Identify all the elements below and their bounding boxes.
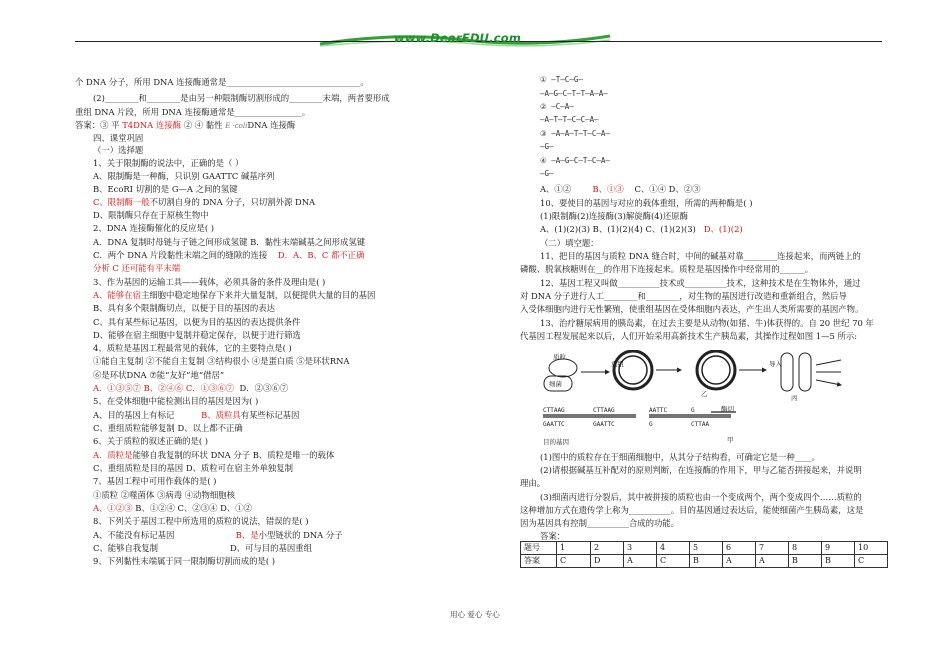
option: (1)限制酶(2)连接酶(3)解旋酶(4)还原酶 — [540, 211, 688, 221]
answer-line: 答案：③ 平 T4DNA 连接酶 ② ④ 黏性 E ·coliDNA 连接酶 — [75, 120, 296, 130]
table-cell: D — [591, 555, 624, 568]
diagram-label: 甲 — [727, 436, 734, 444]
question: 13、治疗糖尿病用的胰岛素，在过去主要是从动物(如猪、牛)体获得的。自 20 世纪 70 年 — [540, 318, 874, 328]
table-row — [521, 542, 888, 555]
text-line: 磷酸、脱氧核糖则在__的作用下连接起来。质粒是基因操作中经常用的______。 — [520, 264, 814, 274]
plasmid-circle — [549, 359, 577, 377]
question: 12、基因工程又叫做__________技术或__________技术，这种技术是在生物体外，通过 — [540, 278, 861, 288]
diagram-label: 质粒 — [553, 353, 566, 361]
diagram-label: 酶切 — [721, 405, 734, 413]
table-cell: C — [657, 555, 690, 568]
diagram-label: 导入 — [769, 360, 782, 368]
seq-label: GAATTC — [543, 421, 565, 428]
analysis: 分析 C 还可能有平末端 — [93, 263, 181, 273]
option: A．质粒是能够自我复制的环状 DNA 分子 B、质粒是唯一的载体 — [93, 450, 335, 460]
option: ①质粒 ②噬菌体 ③病毒 ④动物细胞核 — [93, 490, 235, 500]
question: (1)图中的质粒存在于细菌细胞中，从其分子结构看，可确定它是一种____。 — [540, 452, 820, 462]
option: ⑥是环状DNA ⑦能“友好”地“借居” — [93, 370, 225, 380]
option: C、重组质粒是目的基因 D、质粒可在宿主外单独复制 — [93, 463, 294, 473]
option: C、具有某些标记基因，以便为目的基因的表达提供条件 — [93, 317, 301, 327]
option: A．DNA 复制时母链与子链之间形成氢键 B．黏性末端碱基之间形成氢键 — [93, 237, 366, 247]
option: A、不能没有标记基因 B、是小型链状的 DNA 分子 — [93, 530, 343, 540]
table-cell: B — [822, 555, 855, 568]
text-line: 因为基因具有控制__________合成的功能。 — [520, 518, 680, 528]
option: B、EcoRI 切割的是 G—A 之间的氢键 — [93, 184, 238, 194]
seq-label: CTTAAG — [543, 407, 565, 414]
option: ①能自主复制 ②不能自主复制 ③结构很小 ④是蛋白质 ⑤是环状RNA — [93, 356, 350, 366]
table-cell: B — [690, 555, 723, 568]
table-cell: A — [624, 555, 657, 568]
question: 5、在受体细胞中能检测出目的基因是因为( ) — [93, 396, 259, 406]
sequence-line: —G— — [540, 142, 554, 151]
option: C．两个 DNA 片段黏性末端之间的缝隙的连接 D．A、B、C 都不正确 — [93, 250, 365, 260]
question: 8、下列关于基因工程中所选用的质粒的说法，错误的是( ) — [93, 516, 309, 526]
table-cell: 9 — [822, 542, 855, 555]
table-cell: 4 — [657, 542, 690, 555]
question: 2、DNA 连接酶催化的反应是( ) — [93, 223, 215, 233]
option: A、目的基因上有标记 B、质粒具有某些标记基因 — [93, 410, 300, 420]
diagram-label: 乙 — [701, 390, 708, 398]
text-line: 个 DNA 分子，所用 DNA 连接酶通常是________________________________。 — [75, 77, 369, 87]
table-cell: C — [557, 555, 591, 568]
question: 11、把目的基因与质粒 DNA 缝合时，中间的碱基对靠________连接起来，而两链上的 — [540, 251, 861, 261]
option: D、限制酶只存在于原核生物中 — [93, 210, 209, 220]
seq-label: G — [691, 407, 695, 414]
table-cell: B — [789, 555, 822, 568]
sequence-line: ④ —A—G—C—T—C—A— — [540, 156, 610, 165]
table-cell: 7 — [756, 542, 789, 555]
text-line: (2)________和________是由另一种限制酶切割形成的________末端，两者要形成 — [93, 93, 390, 103]
option: C、限制酶一般不切割自身的 DNA 分子，只切割外源 DNA — [93, 197, 316, 207]
site-url: www.DearEDU.com — [394, 31, 522, 45]
text-line: 对 DNA 分子进行人工________和________，对生物的基因进行改造和重新组合，然后导 — [520, 291, 847, 301]
sequence-line: ② —C—A— — [540, 102, 574, 111]
table-cell: 1 — [557, 542, 591, 555]
text-line: 重组 DNA 片段，所用 DNA 连接酶通常是________________。 — [75, 107, 311, 117]
seq-label: AATTC — [649, 407, 668, 414]
sequence-line: —A—T—T—C—C—A— — [540, 115, 599, 124]
sequence-line: ① —T—C—G— — [540, 75, 583, 84]
question: 1、关于限制酶的说法中，正确的是（ ） — [93, 158, 244, 168]
section-heading: 四、课堂巩固 — [93, 133, 144, 143]
sequence-line: ③ —A—A—T—T—C—A— — [540, 129, 610, 138]
table-cell: 3 — [624, 542, 657, 555]
option: A、能够在宿主细胞中稳定地保存下来并大量复制，以便提供大量的目的基因 — [93, 290, 376, 300]
table-cell: 6 — [723, 542, 756, 555]
text-line: 理由。 — [520, 478, 546, 488]
seq-label: CTTAAG — [593, 407, 615, 414]
question: 6、关于质粒的叙述正确的是( ) — [93, 436, 209, 446]
diagram-label: 重组 — [611, 360, 624, 368]
option: B、具有多个限制酶切点，以便于目的基因的表达 — [93, 303, 276, 313]
option: C、能够自我复制 D、可与目的基因重组 — [93, 543, 313, 553]
question: 4、质粒是基因工程最常见的载体，它的主要特点是( ) — [93, 343, 292, 353]
text-line: 这种增加方式在遗传学上称为__________。目的基因通过表达后，能使细菌产生胰岛素，这是 — [520, 505, 864, 515]
table-row — [521, 555, 888, 568]
gene-engineering-diagram — [541, 350, 856, 446]
table-cell: A — [756, 555, 789, 568]
subsection-heading: （一）选择题 — [93, 145, 144, 155]
text-line: 入受体细胞内进行无性繁殖，使重组基因在受体细胞内表达，产生出人类所需要的基因产物。 — [520, 304, 864, 314]
question: (2)请根据碱基互补配对的原则判断，在连接酶的作用下，甲与乙能否拼接起来，并说明 — [540, 465, 862, 475]
question: (3)细菌丙进行分裂后，其中被拼接的质粒也由一个变成两个，两个变成四个……质粒的 — [540, 492, 862, 502]
answer-table — [520, 541, 888, 568]
question: 9、下列黏性末端属于同一限制酶切割而成的是( ) — [93, 556, 276, 566]
answer-heading: 答案： — [540, 531, 566, 541]
diagram-label: 细菌 — [549, 380, 562, 388]
question: 7、基因工程中可用作载体的是( ) — [93, 476, 217, 486]
table-cell: C — [855, 555, 888, 568]
sequence-line: —A—G—C—T—T—A—A— — [540, 89, 608, 98]
question: 3、作为基因的运输工具——载体，必须具备的条件及理由是( ) — [93, 277, 326, 287]
diagram-label: 丙 — [791, 394, 798, 402]
seq-label: G — [649, 421, 653, 428]
option: A．①③⑤⑦ B、②④⑥ C．①③⑥⑦ D．②③⑥⑦ — [93, 383, 289, 393]
table-cell: 8 — [789, 542, 822, 555]
table-cell: A — [723, 555, 756, 568]
sequence-line: —G— — [540, 169, 554, 178]
table-cell: 5 — [690, 542, 723, 555]
table-cell: 10 — [855, 542, 888, 555]
option: A、限制酶是一种酶，只识别 GAATTC 碱基序列 — [93, 171, 275, 181]
table-cell: 2 — [591, 542, 624, 555]
text-line: 代基因工程发展起来以后，人们开始采用高新技术生产胰岛素，其操作过程如图 1—5 所示: — [520, 331, 858, 341]
option: A、(1)(2)(3) B、(1)(2)(4) C、(1)(2)(3) D、(1)(2) — [540, 224, 743, 234]
question: 10、要使目的基因与对应的载体重组，所需的两种酶是( ) — [540, 198, 753, 208]
seq-label: CTTAA — [691, 421, 710, 428]
table-cell: 题号 — [521, 542, 557, 555]
option: A、①② B、①③ C、①④ D、②③ — [540, 184, 701, 194]
seq-label: GAATTC — [593, 421, 615, 428]
subsection-heading: （二）填空题： — [540, 238, 599, 248]
option: A、①②③ B、①②④ C、②③④ D、①② — [93, 503, 252, 513]
page-footer: 用心 爱心 专心 — [450, 610, 500, 619]
option: D、能够在宿主细胞中复制并稳定保存，以便于进行筛选 — [93, 330, 301, 340]
table-cell: 答案 — [521, 555, 557, 568]
diagram-label: 目的基因 — [543, 438, 569, 446]
option: C、重组质粒能够复制 D、以上都不正确 — [93, 423, 243, 433]
